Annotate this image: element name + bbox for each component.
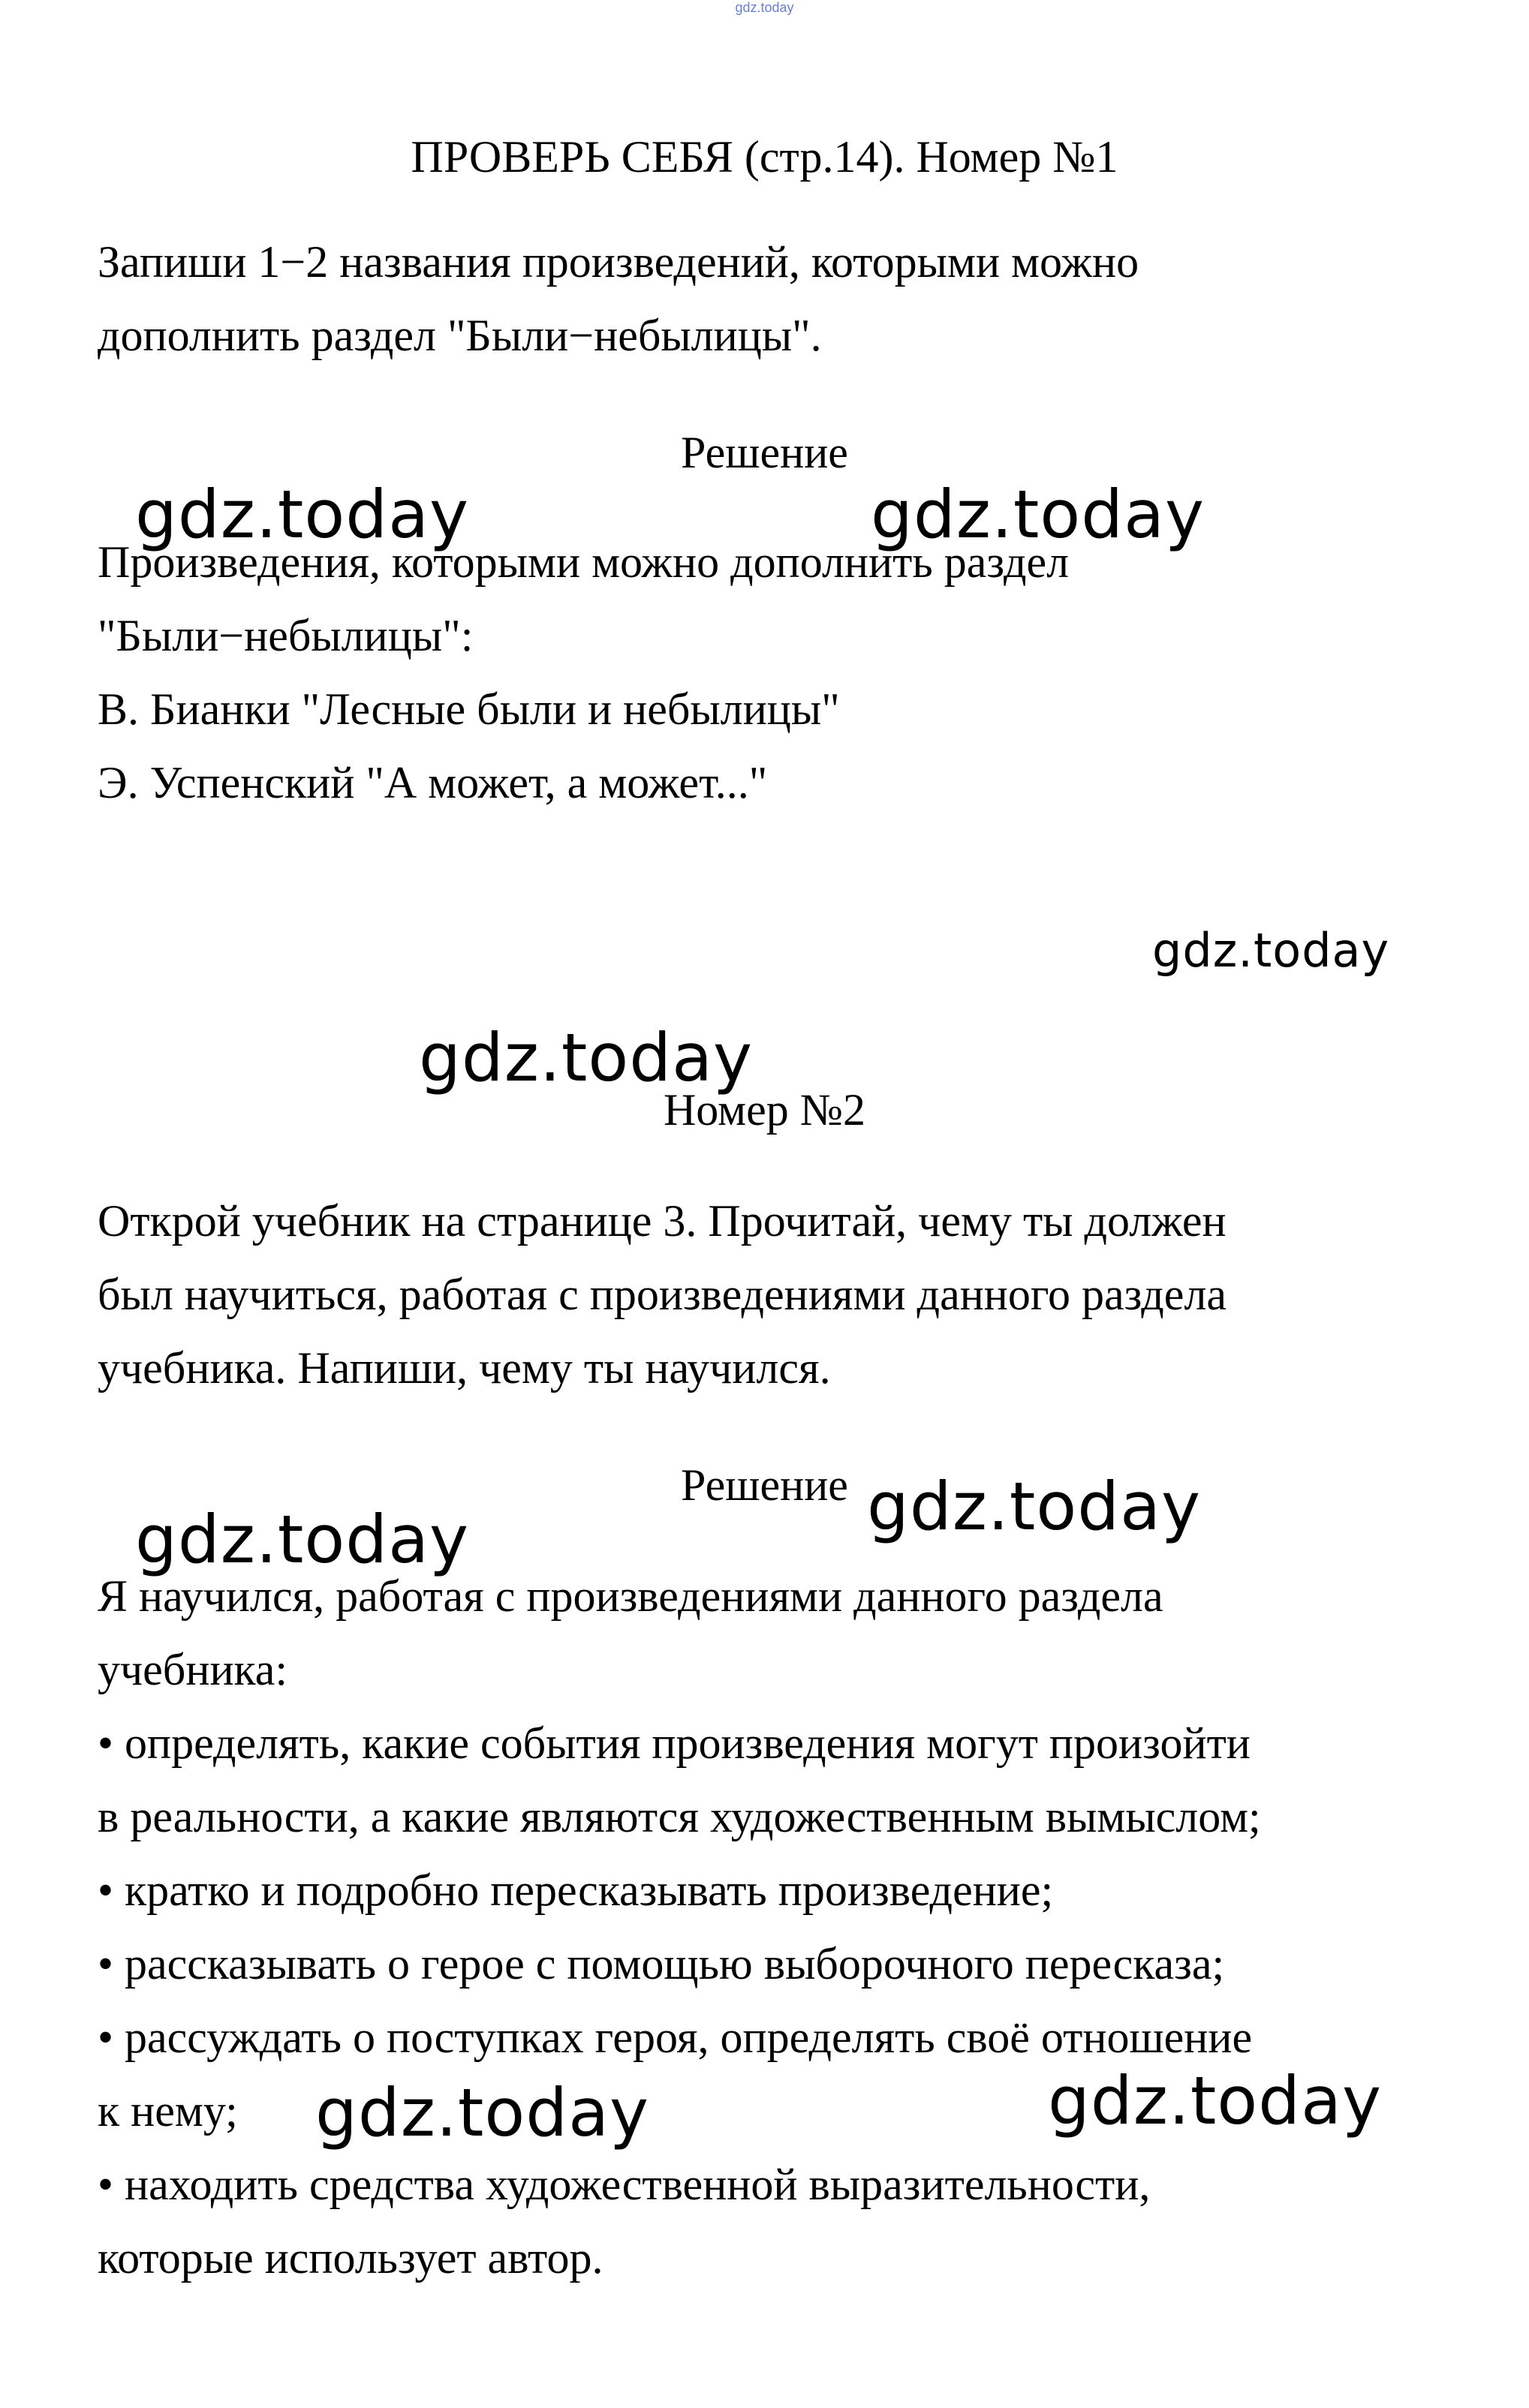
section1-question [98, 225, 1449, 372]
watermark: gdz.today [419, 1019, 754, 1096]
answer-line: Э. Успенский "А может, а может..." [98, 758, 768, 807]
section2-solution-label: Решение [681, 1460, 848, 1510]
site-watermark-top: gdz.today [735, 0, 794, 15]
answer-line: Произведения, которыми можно дополнить раздел [98, 537, 1070, 587]
question-line: учебника. Напиши, чему ты научился. [98, 1343, 831, 1393]
answer-line: которые использует автор. [98, 2233, 603, 2283]
answer-line: • определять, какие события произведения могут произойти [98, 1718, 1251, 1768]
question-line: Запиши 1−2 названия произведений, которыми можно [98, 237, 1139, 287]
watermark: gdz.today [135, 476, 470, 553]
answer-line: • находить средства художественной выразительности, [98, 2160, 1151, 2209]
watermark: gdz.today [1048, 2062, 1383, 2139]
watermark: gdz.today [871, 476, 1205, 553]
answer-line: к нему; [98, 2086, 238, 2136]
answer-line: Я научился, работая с произведениями данного раздела [98, 1571, 1163, 1621]
section2-question [98, 1184, 1449, 1405]
answer-line: • рассуждать о поступках героя, определять своё отношение [98, 2013, 1253, 2062]
question-line: был научиться, работая с произведениями данного раздела [98, 1270, 1227, 1319]
watermark: gdz.today [867, 1468, 1202, 1545]
section1-title: ПРОВЕРЬ СЕБЯ (стр.14). Номер №1 [411, 132, 1118, 182]
watermark: gdz.today [1152, 923, 1390, 978]
question-line: дополнить раздел "Были−небылицы". [98, 311, 822, 360]
section2-answer [98, 1559, 1449, 2295]
answer-line: учебника: [98, 1645, 288, 1694]
question-line: Открой учебник на странице 3. Прочитай, чему ты должен [98, 1196, 1227, 1246]
answer-line: В. Бианки "Лесные были и небылицы" [98, 684, 840, 734]
section1-solution-label: Решение [681, 428, 848, 477]
section1-answer [98, 525, 1449, 819]
watermark: gdz.today [315, 2074, 650, 2151]
watermark: gdz.today [135, 1501, 470, 1578]
section2-title: Номер №2 [663, 1085, 866, 1135]
answer-line: • кратко и подробно пересказывать произведение; [98, 1865, 1054, 1915]
answer-line: "Были−небылицы": [98, 611, 474, 660]
answer-line: • рассказывать о герое с помощью выборочного пересказа; [98, 1939, 1225, 1989]
answer-line: в реальности, а какие являются художественным вымыслом; [98, 1792, 1261, 1841]
